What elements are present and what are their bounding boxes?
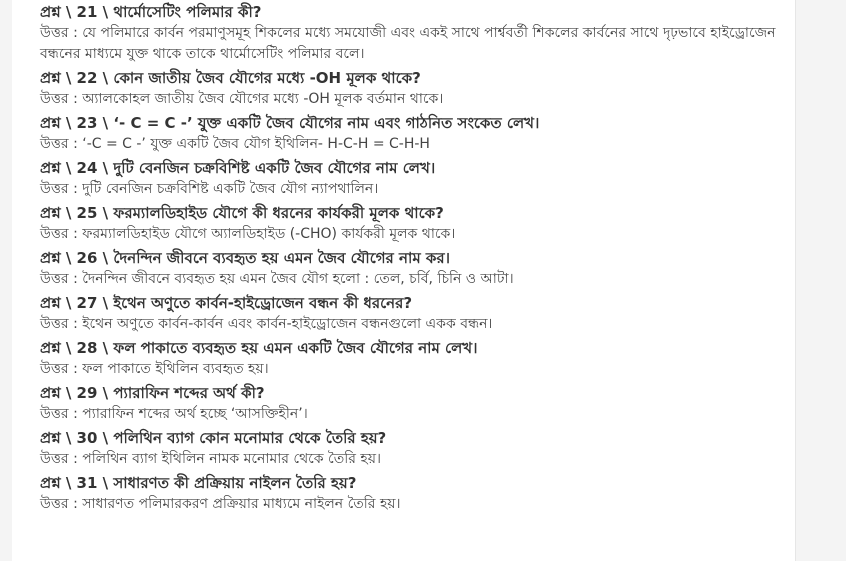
question-text: প্রশ্ন \ 21 \ থার্মোসেটিং পলিমার কী? <box>40 3 262 21</box>
answer-prefix: উত্তর : <box>40 136 78 152</box>
answer-text: ফরম্যালডিহাইড যৌগে অ্যালডিহাইড (-CHO) কার্যকরী মূলক থাকে। <box>82 226 456 242</box>
question-text: প্রশ্ন \ 24 \ দুটি বেনজিন চক্রবিশিষ্ট একটি জৈব যৌগের নাম লেখ। <box>40 159 436 177</box>
qa-item-31 <box>40 473 795 515</box>
question-text: প্রশ্ন \ 23 \ ‘- C = C -’ যুক্ত একটি জৈব যৌগের নাম এবং গাঠনিত সংকেত লেখ। <box>40 114 540 132</box>
qa-item-26 <box>40 248 795 290</box>
answer-text: পলিথিন ব্যাগ ইথিলিন নামক মনোমার থেকে তৈরি হয়। <box>82 451 381 467</box>
question-text: প্রশ্ন \ 31 \ সাধারণত কী প্রক্রিয়ায় নাইলন তৈরি হয়? <box>40 474 357 492</box>
qa-item-27 <box>40 293 795 335</box>
qa-item-23 <box>40 113 795 155</box>
question-text: প্রশ্ন \ 28 \ ফল পাকাতে ব্যবহৃত হয় এমন একটি জৈব যৌগের নাম লেখ। <box>40 339 478 357</box>
answer-line <box>40 89 795 110</box>
answer-prefix: উত্তর : <box>40 25 78 41</box>
answer-prefix: উত্তর : <box>40 361 78 377</box>
qa-item-29 <box>40 383 795 425</box>
answer-text: সাধারণত পলিমারকরণ প্রক্রিয়ার মাধ্যমে নাইলন তৈরি হয়। <box>82 496 401 512</box>
question-text: প্রশ্ন \ 26 \ দৈনন্দিন জীবনে ব্যবহৃত হয় এমন জৈব যৌগের নাম কর। <box>40 249 450 267</box>
answer-line <box>40 449 795 470</box>
answer-line <box>40 314 795 335</box>
question-text: প্রশ্ন \ 27 \ ইথেন অণুতে কার্বন-হাইড্রোজেন বন্ধন কী ধরনের? <box>40 294 413 312</box>
answer-prefix: উত্তর : <box>40 451 78 467</box>
answer-prefix: উত্তর : <box>40 496 78 512</box>
qa-item-21 <box>40 2 795 65</box>
answer-prefix: উত্তর : <box>40 91 78 107</box>
content-page <box>12 0 796 561</box>
qa-item-30 <box>40 428 795 470</box>
answer-text: দুটি বেনজিন চক্রবিশিষ্ট একটি জৈব যৌগ ন্যাপথালিন। <box>82 181 379 197</box>
answer-line <box>40 224 795 245</box>
answer-text: দৈনন্দিন জীবনে ব্যবহৃত হয় এমন জৈব যৌগ হলো : তেল, চর্বি, চিনি ও আটা। <box>82 271 514 287</box>
answer-prefix: উত্তর : <box>40 406 78 422</box>
qa-item-25 <box>40 203 795 245</box>
answer-line <box>40 23 795 65</box>
answer-line <box>40 494 795 515</box>
question-text: প্রশ্ন \ 29 \ প্যারাফিন শব্দের অর্থ কী? <box>40 384 265 402</box>
qa-item-28 <box>40 338 795 380</box>
answer-prefix: উত্তর : <box>40 181 78 197</box>
question-text: প্রশ্ন \ 22 \ কোন জাতীয় জৈব যৌগের মধ্যে -OH মূলক থাকে? <box>40 69 421 87</box>
answer-line <box>40 404 795 425</box>
qa-item-22 <box>40 68 795 110</box>
answer-line <box>40 269 795 290</box>
answer-text: প্যারাফিন শব্দের অর্থ হচ্ছে ‘আসক্তিহীন’। <box>82 406 308 422</box>
answer-prefix: উত্তর : <box>40 271 78 287</box>
answer-text: অ্যালকোহল জাতীয় জৈব যৌগের মধ্যে -OH মূলক বর্তমান থাকে। <box>82 91 444 107</box>
answer-prefix: উত্তর : <box>40 316 78 332</box>
answer-line <box>40 359 795 380</box>
answer-text: ‘-C = C -’ যুক্ত একটি জৈব যৌগ ইথিলিন- H-C-H = C-H-H <box>82 136 430 152</box>
answer-text: ফল পাকাতে ইথিলিন ব্যবহৃত হয়। <box>82 361 269 377</box>
question-text: প্রশ্ন \ 30 \ পলিথিন ব্যাগ কোন মনোমার থেকে তৈরি হয়? <box>40 429 387 447</box>
answer-prefix: উত্তর : <box>40 226 78 242</box>
answer-text: ইথেন অণুতে কার্বন-কার্বন এবং কার্বন-হাইড্রোজেন বন্ধনগুলো একক বন্ধন। <box>82 316 493 332</box>
answer-line <box>40 179 795 200</box>
question-text: প্রশ্ন \ 25 \ ফরম্যালডিহাইড যৌগে কী ধরনের কার্যকরী মূলক থাকে? <box>40 204 444 222</box>
answer-text: যে পলিমারে কার্বন পরমাণুসমূহ শিকলের মধ্যে সমযোজী এবং একই সাথে পার্শ্ববর্তী শিকলের কার্বনের সাথে দৃঢ়ভাবে হাইড্রোজেন বন্ধনের মাধ্যমে যুক্ত থাকে তাকে থার্মোসেটিং পলিমার বলে। <box>40 25 776 62</box>
answer-line <box>40 134 795 155</box>
qa-item-24 <box>40 158 795 200</box>
